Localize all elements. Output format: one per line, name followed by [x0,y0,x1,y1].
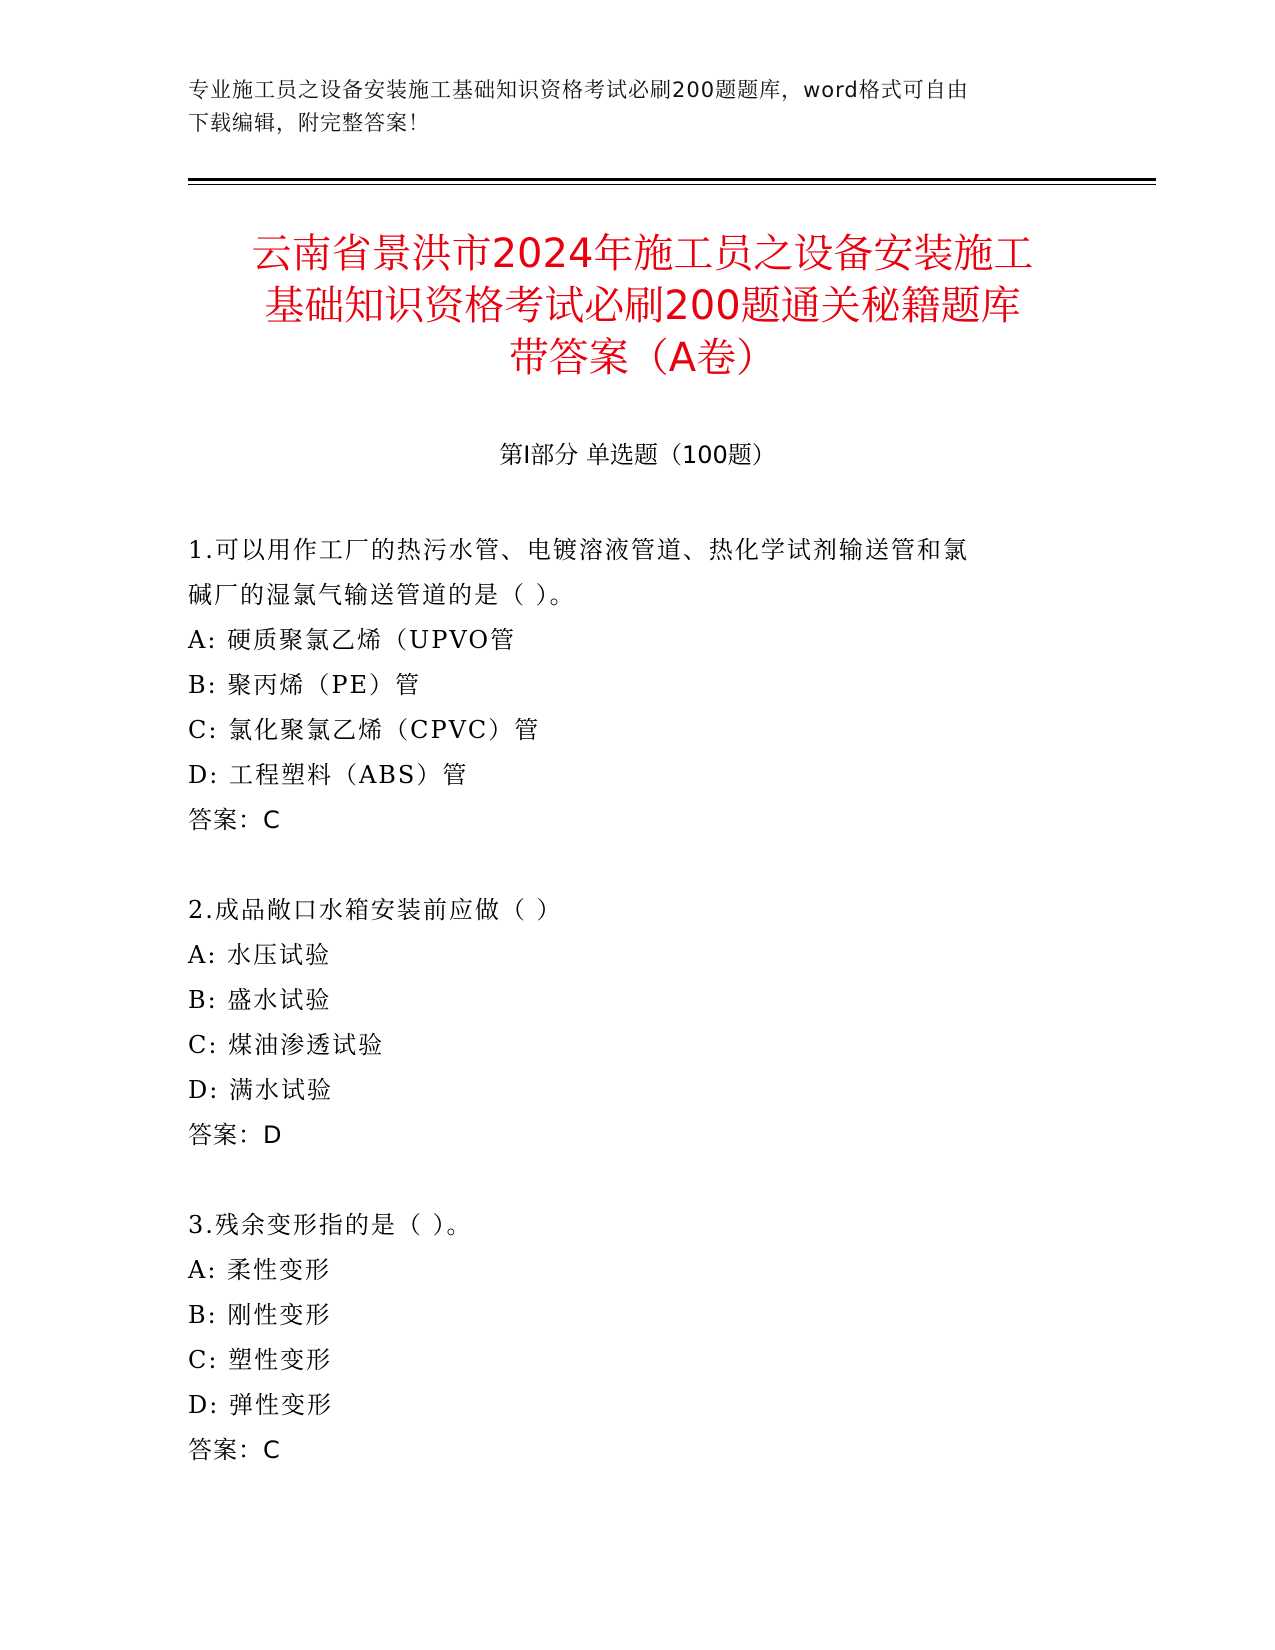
option-a: A: 柔性变形 [188,1256,332,1284]
document-title-line-2: 基础知识资格考试必刷200题通关秘籍题库 [264,283,1021,329]
section-heading: 第Ⅰ部分 单选题（100题） [499,441,776,469]
question-2 [188,888,1128,1158]
answer: 答案：C [188,1436,281,1464]
document-title-line-1: 云南省景洪市2024年施工员之设备安装施工 [251,231,1034,277]
header-divider-thin [188,184,1156,185]
header-note-line-2: 下载编辑，附完整答案！ [188,111,430,135]
option-c: C: 塑性变形 [188,1346,333,1374]
document-title-line-3: 带答案（A卷） [508,335,777,381]
header-note-line-1: 专业施工员之设备安装施工基础知识资格考试必刷200题题库，word格式可自由 [188,78,969,102]
question-3 [188,1203,1128,1473]
option-b: B: 刚性变形 [188,1301,332,1329]
header-divider-thick [188,178,1156,181]
option-a: A: 硬质聚氯乙烯（UPVO管 [188,626,517,654]
question-1 [188,528,1128,843]
option-c: C: 煤油渗透试验 [188,1031,385,1059]
question-spacer [188,843,1128,888]
question-list [188,528,1128,1473]
question-stem: 3.残余变形指的是（ ）。 [188,1211,473,1239]
question-spacer [188,1158,1128,1203]
option-c: C: 氯化聚氯乙烯（CPVC）管 [188,716,541,744]
answer: 答案：D [188,1121,283,1149]
option-d: D: 工程塑料（ABS）管 [188,761,469,789]
question-stem: 2.成品敞口水箱安装前应做（ ） [188,896,563,924]
header-note [188,74,1088,140]
option-d: D: 满水试验 [188,1076,333,1104]
document-title [130,228,1155,384]
option-d: D: 弹性变形 [188,1391,333,1419]
question-stem-continued: 碱厂的湿氯气输送管道的是（ ）。 [188,581,576,609]
answer: 答案：C [188,806,281,834]
option-b: B: 盛水试验 [188,986,332,1014]
option-b: B: 聚丙烯（PE）管 [188,671,422,699]
question-stem: 1.可以用作工厂的热污水管、电镀溶液管道、热化学试剂输送管和氯 [188,536,969,564]
option-a: A: 水压试验 [188,941,332,969]
